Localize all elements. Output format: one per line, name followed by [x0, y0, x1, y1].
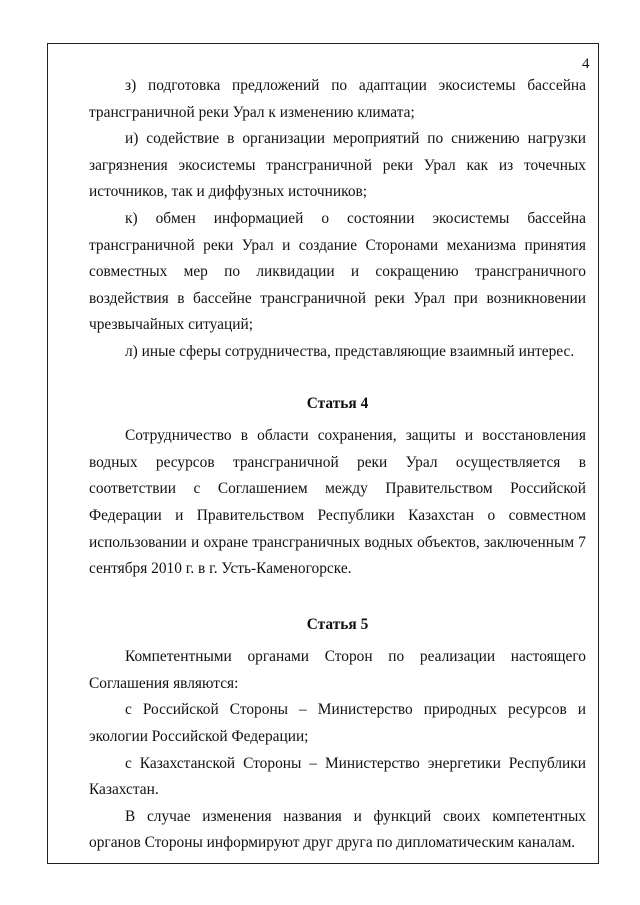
item-z: з) подготовка предложений по адаптации экосистемы бассейна трансграничной реки Урал к изменению климата;	[89, 77, 586, 121]
article-4-heading: Статья 4	[306, 394, 369, 412]
article-5-russia: с Российской Стороны – Министерство природных ресурсов и экологии Российской Федерации;	[89, 701, 586, 746]
article-5-heading: Статья 5	[306, 615, 369, 633]
article-5-change: В случае изменения названия и функций своих компетентных органов Стороны информируют друг друга по дипломатическим каналам.	[89, 807, 586, 852]
item-l: л) иные сферы сотрудничества, представляющие взаимный интерес.	[125, 342, 575, 360]
article-5-intro: Компетентными органами Сторон по реализации настоящего Соглашения являются:	[89, 648, 586, 692]
article-4-text: Сотрудничество в области сохранения, защиты и восстановления водных ресурсов трансграничной реки Урал осуществляется в соответствии с Соглашением между Правительством Российской Федерации и Правительством Республики Казахстан о совместном использовании и охране трансграничных водных объектов, заключенным 7 сентября 2010 г. в г. Усть-Каменогорске.	[89, 427, 586, 578]
article-5-kazakhstan: с Казахстанской Стороны – Министерство энергетики Республики Казахстан.	[89, 754, 586, 799]
document-body	[89, 73, 586, 857]
item-k: к) обмен информацией о состоянии экосистемы бассейна трансграничной реки Урал и создание Сторонами механизма принятия совместных мер по ликвидации и сокращению трансграничного воздействия в бассейне трансграничной реки Урал при возникновении чрезвычайных ситуаций;	[89, 209, 586, 334]
item-i: и) содействие в организации мероприятий по снижению нагрузки загрязнения экосистемы трансграничной реки Урал как из точечных источников, так и диффузных источников;	[89, 130, 586, 201]
page-number: 4	[582, 56, 590, 72]
